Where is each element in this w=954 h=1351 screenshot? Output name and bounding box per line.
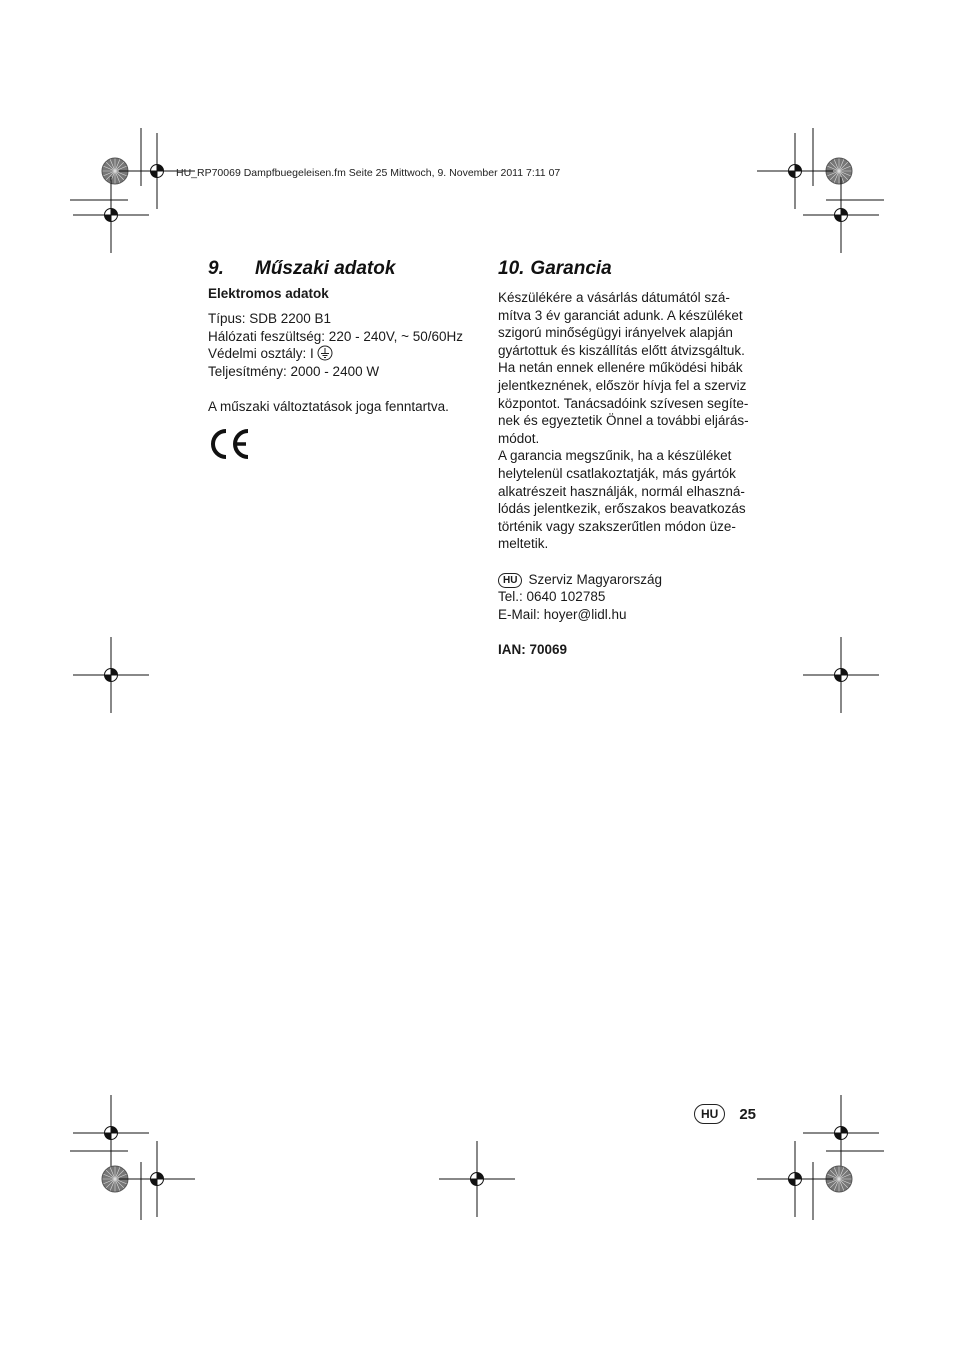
protective-earth-icon — [317, 345, 333, 361]
service-email: E-Mail: hoyer@lidl.hu — [498, 606, 627, 622]
page-number: 25 — [739, 1105, 757, 1123]
warranty-void-line: alkatrészeit használják, normál elhaszná- — [498, 483, 745, 499]
changes-note: A műszaki változtatások joga fenntartva. — [208, 398, 449, 414]
file-slug: HU_RP70069 Dampfbuegeleisen.fm Seite 25 Mittwoch, 9. November 2011 7:11 07 — [176, 167, 561, 179]
section-title: Műszaki adatok — [255, 258, 396, 279]
spec-protection-class: Védelmi osztály: I — [208, 345, 483, 363]
warranty-text-line: Készülékére a vásárlás dátumától szá- — [498, 290, 730, 305]
section-title: Garancia — [530, 258, 612, 279]
warranty-text-line: szigorú minőségügyi irányelvek alapján — [498, 325, 733, 341]
warranty-text-line: nek és egyeztetik Önnel a további eljárás- — [498, 413, 749, 429]
section-heading-technical — [208, 258, 483, 280]
section-number: 10. — [498, 258, 525, 279]
service-name: HU Szerviz Magyarország — [498, 571, 783, 589]
ian-number: IAN: 70069 — [498, 641, 568, 657]
warranty-text-line: jelentkeznének, először hívja fel a szerviz — [498, 377, 747, 393]
spec-power: Teljesítmény: 2000 - 2400 W — [208, 363, 380, 379]
subheading-electrical: Elektromos adatok — [208, 286, 329, 301]
service-phone: Tel.: 0640 102785 — [498, 589, 606, 605]
warranty-void-line: történik vagy szakszerűtlen módon üze- — [498, 518, 736, 534]
warranty-text-line: módot. — [498, 430, 540, 446]
warranty-text-line: mítva 3 év garanciát adunk. A készüléket — [498, 307, 743, 323]
section-number: 9. — [208, 258, 224, 279]
section-heading-warranty — [498, 258, 783, 280]
warranty-text-line: Ha netán ennek ellenére működési hibák — [498, 360, 743, 376]
section-warranty — [498, 258, 783, 658]
ce-mark-icon — [208, 428, 483, 465]
country-badge: HU — [498, 573, 522, 588]
warranty-void-line: lódás jelentkezik, erőszakos beavatkozás — [498, 501, 746, 517]
warranty-void-line: A garancia megszűnik, ha a készüléket — [498, 448, 732, 464]
spec-type: Típus: SDB 2200 B1 — [208, 311, 332, 326]
section-technical-data — [208, 258, 483, 465]
warranty-void-line: helytelenül csatlakoztatják, más gyártók — [498, 465, 736, 481]
page-footer — [694, 1104, 756, 1124]
language-badge: HU — [694, 1104, 725, 1124]
warranty-text-line: gyártottuk és kiszállítás előtt átvizsgáltuk. — [498, 342, 745, 358]
warranty-void-line: meltetik. — [498, 536, 549, 552]
spec-voltage: Hálózati feszültség: 220 - 240V, ~ 50/60Hz — [208, 328, 464, 344]
warranty-text-line: központot. Tanácsadóink szívesen segíte- — [498, 395, 749, 411]
